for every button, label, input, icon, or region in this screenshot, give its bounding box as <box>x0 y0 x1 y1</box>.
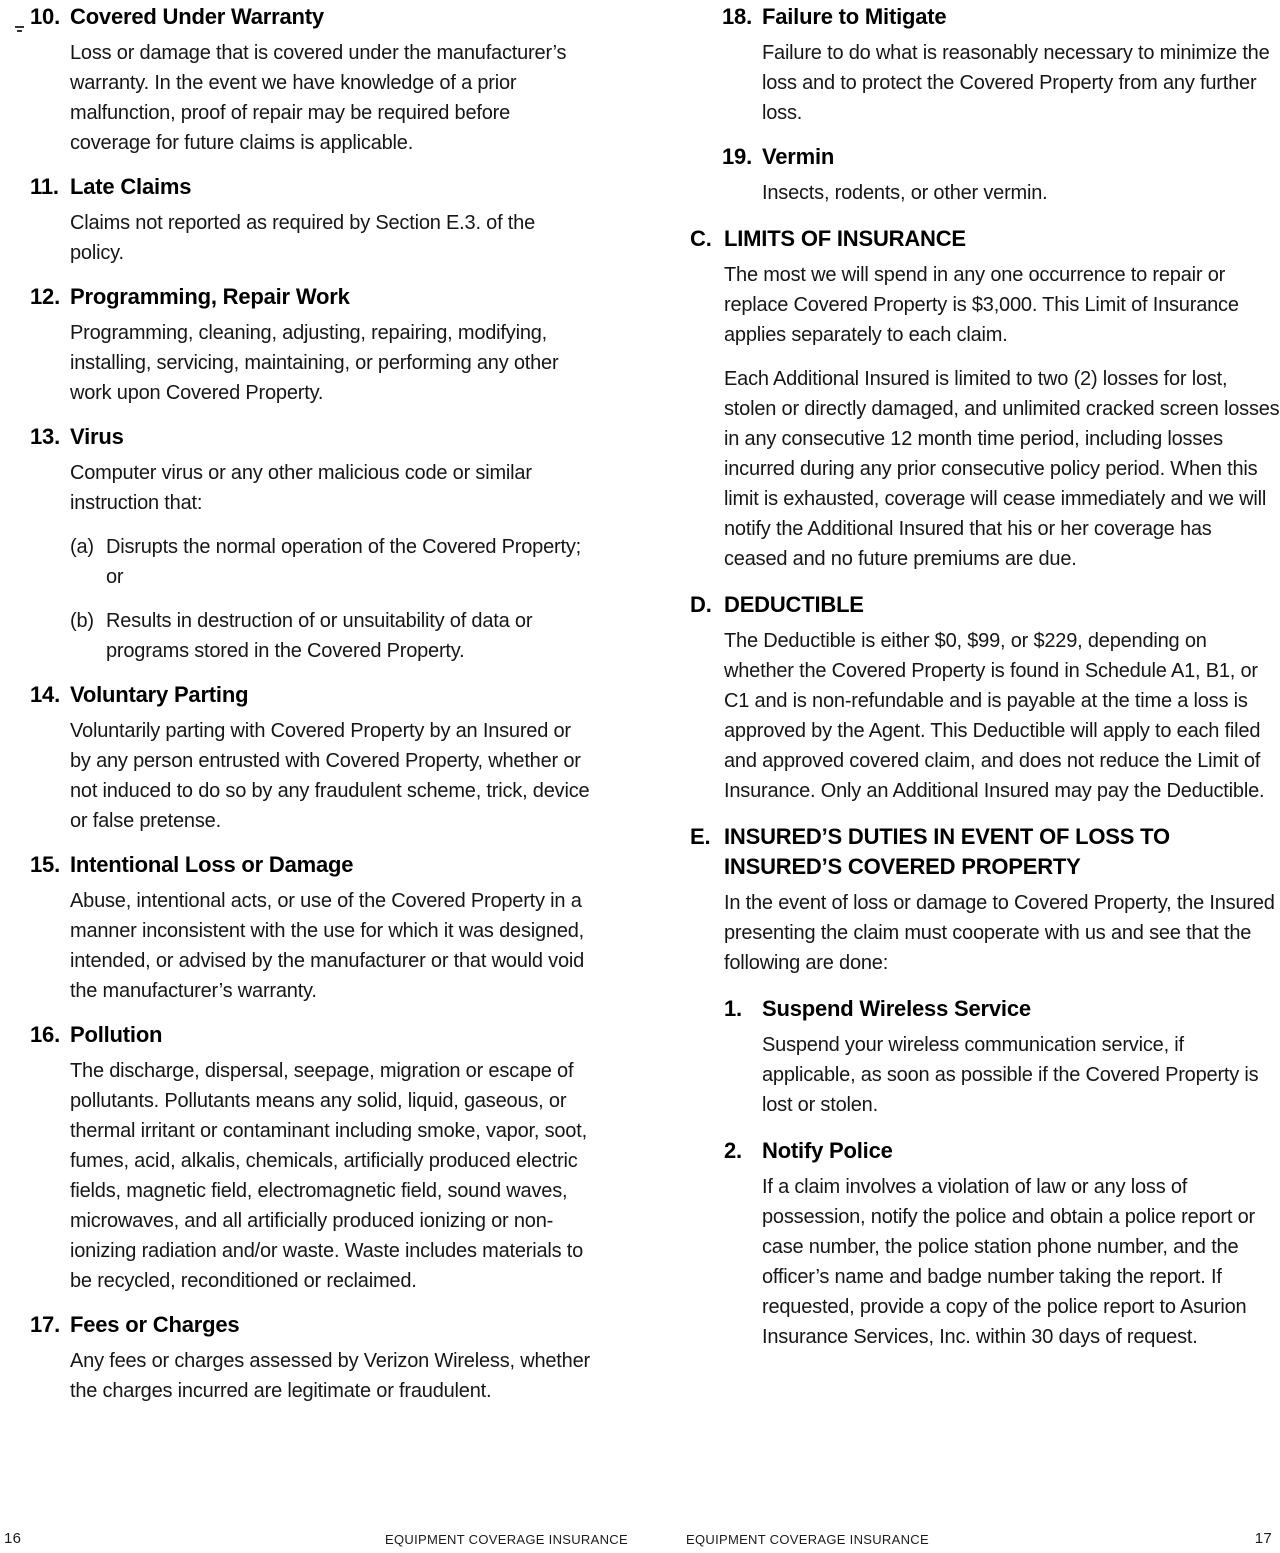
paragraph: Claims not reported as required by Section E.3. of the policy. <box>70 212 536 264</box>
item-title: Covered Under Warranty <box>70 4 324 29</box>
nested-item <box>724 1136 1280 1352</box>
nested-item <box>724 994 1280 1120</box>
item-number: D. <box>690 592 712 617</box>
item-title: Pollution <box>70 1022 163 1047</box>
sub-clause-label: (b) <box>70 610 94 632</box>
section-body <box>30 38 592 158</box>
item-number: 12. <box>30 284 60 309</box>
item-title: Vermin <box>762 144 835 169</box>
paragraph: Abuse, intentional acts, or use of the Covered Property in a manner inconsistent with the use for which it was designed, intended, or advised by the manufacturer or that would void the manufacturer’s warranty. <box>70 890 585 1002</box>
paragraph: Programming, cleaning, adjusting, repairing, modifying, installing, servicing, maintaining, or performing any other work upon Covered Property. <box>70 322 559 404</box>
item-title: DEDUCTIBLE <box>724 592 864 617</box>
item-title: Programming, Repair Work <box>70 284 350 309</box>
sub-clause-label: (a) <box>70 536 94 558</box>
item-number: C. <box>690 226 712 251</box>
section-body <box>722 38 1280 128</box>
section-heading <box>30 172 592 202</box>
paragraph: Any fees or charges assessed by Verizon Wireless, whether the charges incurred are legitimate or fraudulent. <box>70 1350 590 1402</box>
section-heading <box>30 850 592 880</box>
section-body <box>30 458 592 666</box>
paragraph: Each Additional Insured is limited to two (2) losses for lost, stolen or directly damaged, and unlimited cracked screen losses in any consecutive 12 month time period, including losses incurred during any prior consecutive policy period. When this limit is exhausted, coverage will cease immediately and we will notify the Additional Insured that his or her coverage has ceased and no future premiums are due. <box>724 368 1280 570</box>
item-number: E. <box>690 824 711 849</box>
paragraph: Suspend your wireless communication service, if applicable, as soon as possible if the Covered Property is lost or stolen. <box>762 1034 1259 1116</box>
item-number: 19. <box>722 144 752 169</box>
section-item <box>30 2 592 158</box>
nested-body <box>724 1030 1280 1120</box>
sub-clause <box>70 532 592 592</box>
section-heading <box>30 1310 592 1340</box>
paragraph: Computer virus or any other malicious code or similar instruction that: <box>70 462 532 514</box>
section-heading <box>30 282 592 312</box>
item-number: 1. <box>724 996 742 1021</box>
paragraph: In the event of loss or damage to Covered Property, the Insured presenting the claim must cooperate with us and see that the following are done: <box>724 892 1275 974</box>
paragraph: Loss or damage that is covered under the manufacturer’s warranty. In the event we have knowledge of a prior malfunction, proof of repair may be required before coverage for future claims is applicable. <box>70 42 567 154</box>
section-item <box>690 590 1280 806</box>
item-number: 10. <box>30 4 60 29</box>
section-item <box>690 822 1280 1352</box>
section-item <box>30 172 592 268</box>
item-title: Late Claims <box>70 174 192 199</box>
item-title: LIMITS OF INSURANCE <box>724 226 966 251</box>
running-footer-left: EQUIPMENT COVERAGE INSURANCE <box>385 1532 628 1547</box>
paragraph: The discharge, dispersal, seepage, migration or escape of pollutants. Pollutants means any solid, liquid, gaseous, or thermal irritant or contaminant including smoke, vapor, soot, fumes, acid, alkalis, chemicals, artificially produced electric fields, magnetic field, electromagnetic field, sound waves, microwaves, and all artificially produced ionizing or non-ionizing radiation and/or waste. Waste includes materials to be recycled, reconditioned or reclaimed. <box>70 1060 587 1292</box>
item-number: 15. <box>30 852 60 877</box>
section-heading <box>30 680 592 710</box>
item-number: 16. <box>30 1022 60 1047</box>
paragraph: Voluntarily parting with Covered Property by an Insured or by any person entrusted with Covered Property, whether or not induced to do so by any fraudulent scheme, trick, device or false pretense. <box>70 720 590 832</box>
section-item <box>722 142 1280 208</box>
section-item <box>30 1020 592 1296</box>
item-title: Fees or Charges <box>70 1312 240 1337</box>
item-title: INSURED’S DUTIES IN EVENT OF LOSS TO INSURED’S COVERED PROPERTY <box>724 824 1170 879</box>
section-body <box>30 318 592 408</box>
nested-heading <box>724 1136 1280 1166</box>
page-footer <box>0 1528 1280 1553</box>
section-body <box>690 626 1280 806</box>
item-title: Intentional Loss or Damage <box>70 852 354 877</box>
section-item <box>30 680 592 836</box>
section-body <box>30 208 592 268</box>
section-heading <box>690 224 1280 254</box>
sub-clause-text: Results in destruction of or unsuitability of data or programs stored in the Covered Property. <box>106 610 533 662</box>
section-heading <box>30 2 592 32</box>
item-number: 13. <box>30 424 60 449</box>
item-number: 11. <box>30 174 59 199</box>
section-body <box>690 260 1280 574</box>
running-footer-right: EQUIPMENT COVERAGE INSURANCE <box>686 1532 929 1547</box>
page-number-left: 16 <box>4 1530 22 1547</box>
section-body <box>690 888 1280 1352</box>
section-item <box>30 1310 592 1406</box>
paragraph: If a claim involves a violation of law or any loss of possession, notify the police and obtain a police report or case number, the police station phone number, and the officer’s name and badge number taking the report. If requested, provide a copy of the police report to Asurion Insurance Services, Inc. within 30 days of request. <box>762 1176 1255 1348</box>
page-number-right: 17 <box>1254 1530 1272 1547</box>
paragraph: The most we will spend in any one occurrence to repair or replace Covered Property is $3,000. This Limit of Insurance applies separately to each claim. <box>724 264 1239 346</box>
item-title: Suspend Wireless Service <box>762 996 1031 1021</box>
item-number: 2. <box>724 1138 742 1163</box>
paragraph: Failure to do what is reasonably necessary to minimize the loss and to protect the Covered Property from any further loss. <box>762 42 1270 124</box>
section-body <box>30 1056 592 1296</box>
item-title: Notify Police <box>762 1138 893 1163</box>
nested-body <box>724 1172 1280 1352</box>
section-body <box>30 886 592 1006</box>
section-body <box>722 178 1280 208</box>
item-title: Virus <box>70 424 124 449</box>
stray-mark <box>15 26 24 28</box>
section-heading <box>30 422 592 452</box>
section-item <box>690 224 1280 574</box>
paragraph: Insects, rodents, or other vermin. <box>762 182 1048 204</box>
section-item <box>30 850 592 1006</box>
page-column-right <box>690 2 1280 1366</box>
item-title: Voluntary Parting <box>70 682 249 707</box>
section-item <box>722 2 1280 128</box>
section-item <box>30 282 592 408</box>
paragraph: The Deductible is either $0, $99, or $229, depending on whether the Covered Property is found in Schedule A1, B1, or C1 and is non-refundable and is payable at the time a loss is approved by the Agent. This Deductible will apply to each filed and approved covered claim, and does not reduce the Limit of Insurance. Only an Additional Insured may pay the Deductible. <box>724 630 1265 802</box>
item-title: Failure to Mitigate <box>762 4 947 29</box>
section-heading <box>690 590 1280 620</box>
section-body <box>30 716 592 836</box>
section-heading <box>690 822 1280 882</box>
page-column-left <box>30 2 592 1420</box>
section-item <box>30 422 592 666</box>
sub-clause-text: Disrupts the normal operation of the Covered Property; or <box>106 536 582 588</box>
item-number: 18. <box>722 4 752 29</box>
nested-heading <box>724 994 1280 1024</box>
section-heading <box>30 1020 592 1050</box>
item-number: 17. <box>30 1312 60 1337</box>
section-heading <box>722 142 1280 172</box>
section-heading <box>722 2 1280 32</box>
item-number: 14. <box>30 682 60 707</box>
sub-clause <box>70 606 592 666</box>
section-body <box>30 1346 592 1406</box>
